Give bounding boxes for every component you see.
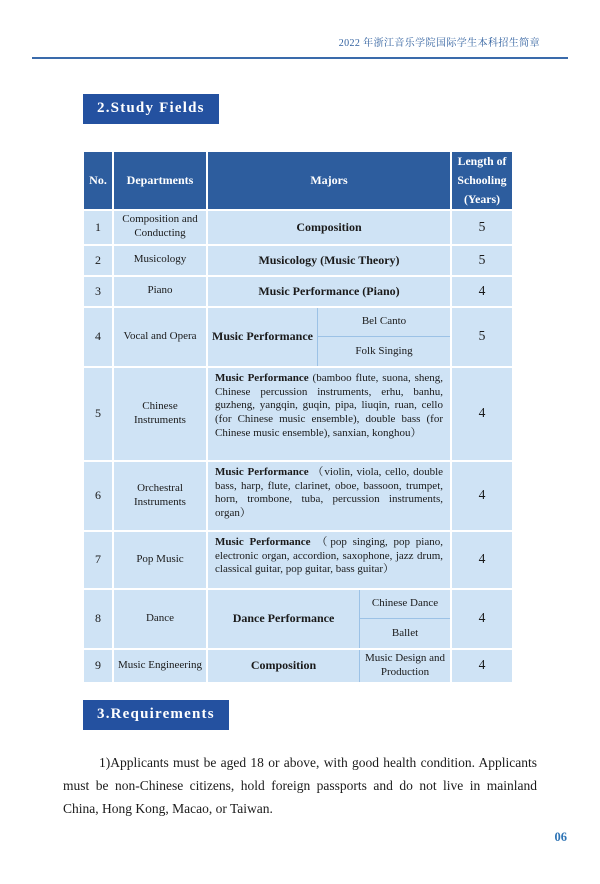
table-row xyxy=(84,246,512,275)
cell-major: Dance Performance xyxy=(208,590,360,648)
cell-department: Musicology xyxy=(114,246,206,275)
cell-department: Piano xyxy=(114,277,206,306)
cell-years: 4 xyxy=(452,462,512,530)
major-name: Music Performance xyxy=(215,535,311,548)
cell-major xyxy=(208,532,450,588)
cell-department: Music Engineering xyxy=(114,650,206,682)
cell-major: Music Performance xyxy=(208,308,318,366)
header-majors: Majors xyxy=(208,152,450,209)
table-row xyxy=(84,368,512,460)
cell-years: 4 xyxy=(452,277,512,306)
cell-department: Vocal and Opera xyxy=(114,308,206,366)
cell-years: 4 xyxy=(452,532,512,588)
page-number: 06 xyxy=(554,830,567,844)
running-header xyxy=(32,0,568,59)
major-name: Music Performance xyxy=(215,371,309,384)
cell-major-group xyxy=(208,590,450,648)
table-row xyxy=(84,590,512,648)
cell-department: Dance xyxy=(114,590,206,648)
sub-major-stack xyxy=(360,590,450,648)
cell-major xyxy=(208,368,450,460)
study-fields-heading: 2.Study Fields xyxy=(83,94,219,124)
cell-major xyxy=(208,462,450,530)
cell-major: Composition xyxy=(208,211,450,244)
doc-title: 2022 年浙江音乐学院国际学生本科招生简章 xyxy=(338,38,540,49)
cell-no: 6 xyxy=(84,462,112,530)
cell-no: 8 xyxy=(84,590,112,648)
cell-sub-major: Music Design and Production xyxy=(364,651,446,678)
cell-years: 5 xyxy=(452,246,512,275)
table-header-row xyxy=(84,152,512,209)
cell-sub-major: Bel Canto xyxy=(318,308,450,338)
cell-years: 4 xyxy=(452,368,512,460)
sub-major-stack xyxy=(318,308,450,366)
cell-department: Composition and Conducting xyxy=(114,211,206,244)
table-row xyxy=(84,650,512,682)
cell-department: Chinese Instruments xyxy=(114,368,206,460)
header-no: No. xyxy=(84,152,112,209)
cell-years: 5 xyxy=(452,211,512,244)
table-row xyxy=(84,277,512,306)
cell-major-group xyxy=(208,308,450,366)
cell-no: 7 xyxy=(84,532,112,588)
cell-no: 2 xyxy=(84,246,112,275)
requirements-paragraph: 1)Applicants must be aged 18 or above, with good health condition. Applicants must be non-Chinese citizens, hold foreign passports and do not live in mainland China, Hong Kong, Macao, or Taiwan. xyxy=(63,755,537,816)
major-detail: (bamboo flute, suona, sheng, Chinese percussion instruments, erhu, banhu, guzheng, yangqin, guqin, pipa, liuqin, ruan, cello (for Chinese music ensemble), double bass (for Chinese music ensemble), sanxian, konghou） xyxy=(215,371,443,440)
cell-years: 5 xyxy=(452,308,512,366)
cell-sub-major: Folk Singing xyxy=(355,344,413,357)
sub-major-stack xyxy=(360,650,450,682)
cell-years: 4 xyxy=(452,650,512,682)
requirements-heading: 3.Requirements xyxy=(83,700,229,730)
table-row xyxy=(84,211,512,244)
table-row xyxy=(84,308,512,366)
table-row xyxy=(84,462,512,530)
cell-no: 9 xyxy=(84,650,112,682)
cell-no: 1 xyxy=(84,211,112,244)
cell-major: Music Performance (Piano) xyxy=(208,277,450,306)
header-departments: Departments xyxy=(114,152,206,209)
cell-years: 4 xyxy=(452,590,512,648)
cell-major: Composition xyxy=(208,650,360,682)
header-length: Length of Schooling (Years) xyxy=(452,152,512,209)
major-detail: （pop singing, pop piano, electronic organ, accordion, saxophone, jazz drum, classical guitar, pop guitar, bass guitar） xyxy=(215,535,443,576)
table-row xyxy=(84,532,512,588)
cell-major-group xyxy=(208,650,450,682)
study-fields-table xyxy=(84,152,512,682)
cell-no: 5 xyxy=(84,368,112,460)
cell-sub-major: Ballet xyxy=(391,626,419,639)
major-detail: （violin, viola, cello, double bass, harp, flute, clarinet, oboe, bassoon, trumpet, horn, trombone, tuba, percussion instruments, organ） xyxy=(215,465,444,520)
major-name: Music Performance xyxy=(215,465,309,478)
cell-no: 4 xyxy=(84,308,112,366)
cell-no: 3 xyxy=(84,277,112,306)
cell-department: Orchestral Instruments xyxy=(114,462,206,530)
cell-sub-major: Chinese Dance xyxy=(360,590,450,620)
cell-department: Pop Music xyxy=(114,532,206,588)
cell-major: Musicology (Music Theory) xyxy=(208,246,450,275)
